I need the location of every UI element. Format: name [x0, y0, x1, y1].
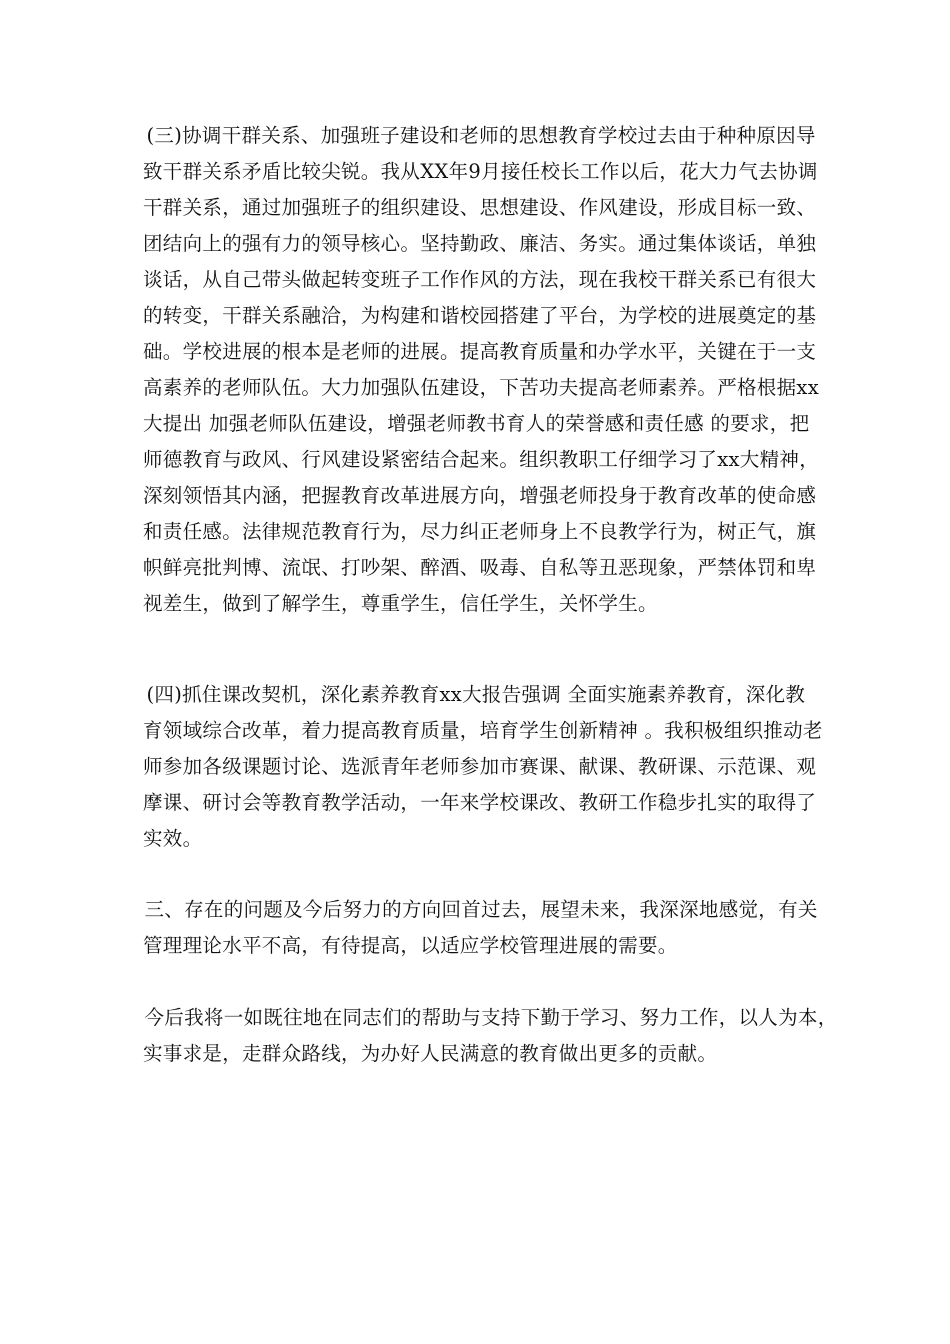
paragraph-line: 团结向上的强有力的领导核心。坚持勤政、廉洁、务实。通过集体谈话，单独 [143, 232, 817, 255]
paragraph-line: 大提出 加强老师队伍建设，增强老师教书育人的荣誉感和责任感 的要求，把 [143, 412, 810, 435]
paragraph-line: 师参加各级课题讨论、选派青年老师参加市赛课、献课、教研课、示范课、观 [143, 755, 817, 778]
paragraph-line: 干群关系，通过加强班子的组织建设、思想建设、作风建设，形成目标一致、 [143, 196, 817, 219]
paragraph-line: 的转变，干群关系融洽，为构建和谐校园搭建了平台，为学校的进展奠定的基 [143, 304, 817, 327]
paragraph-line: (四)抓住课改契机，深化素养教育xx大报告强调 全面实施素养教育，深化教 [140, 683, 806, 706]
paragraph-line: 摩课、研讨会等教育教学活动，一年来学校课改、教研工作稳步扎实的取得了 [143, 791, 817, 814]
paragraph-line: 今后我将一如既往地在同志们的帮助与支持下勤于学习、努力工作，以人为本， [138, 1006, 838, 1029]
paragraph-line: 深刻领悟其内涵，把握教育改革进展方向，增强老师投身于教育改革的使命感 [143, 484, 817, 507]
paragraph-line: (三)协调干群关系、加强班子建设和老师的思想教育学校过去由于种种原因导 [140, 124, 816, 147]
paragraph-line: 谈话，从自己带头做起转变班子工作作风的方法，现在我校干群关系已有很大 [143, 268, 817, 291]
paragraph-line: 实效。 [143, 827, 203, 850]
paragraph-line: 育领域综合改革，着力提高教育质量，培育学生创新精神 。我积极组织推动老 [143, 719, 823, 742]
paragraph-line: 础。学校进展的根本是老师的进展。提高教育质量和办学水平，关键在于一支 [143, 340, 817, 363]
paragraph-line: 帜鲜亮批判博、流氓、打吵架、醉酒、吸毒、自私等丑恶现象，严禁体罚和卑 [143, 556, 817, 579]
paragraph-line: 实事求是，走群众路线，为办好人民满意的教育做出更多的贡献。 [143, 1042, 718, 1065]
paragraph-line: 视差生，做到了解学生，尊重学生，信任学生，关怀学生。 [143, 592, 658, 615]
paragraph-line: 管理理论水平不高，有待提高，以适应学校管理进展的需要。 [143, 934, 678, 957]
paragraph-line: 高素养的老师队伍。大力加强队伍建设，下苦功夫提高老师素养。严格根据xx [143, 376, 819, 399]
paragraph-line: 三、存在的问题及今后努力的方向回首过去，展望未来，我深深地感觉，有关 [138, 898, 818, 921]
paragraph-line: 师德教育与政风、行风建设紧密结合起来。组织教职工仔细学习了xx大精神， [143, 448, 819, 471]
paragraph-line: 和责任感。法律规范教育行为，尽力纠正老师身上不良教学行为，树正气，旗 [143, 520, 817, 543]
paragraph-line: 致干群关系矛盾比较尖锐。我从XX年9月接任校长工作以后，花大力气去协调 [143, 160, 818, 183]
